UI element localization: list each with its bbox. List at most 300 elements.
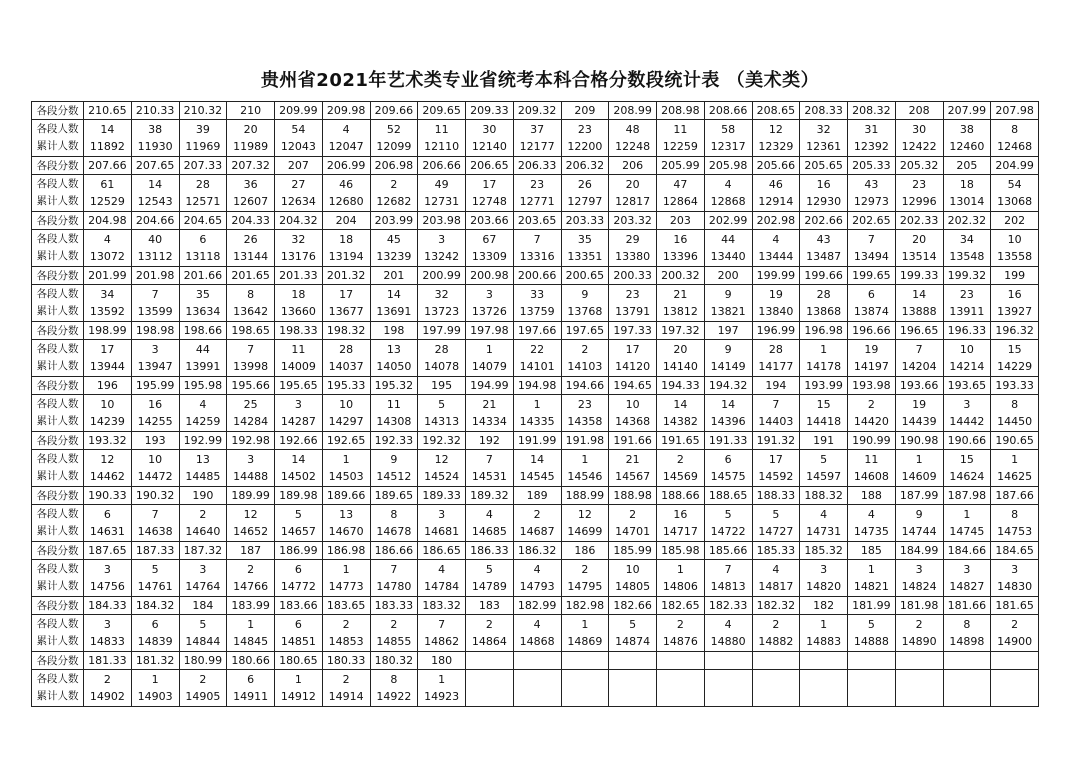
count-cell bbox=[227, 230, 275, 267]
count-cell bbox=[895, 670, 943, 707]
count-value: 19 bbox=[864, 343, 879, 356]
count-cell bbox=[513, 230, 561, 267]
count-cell bbox=[991, 670, 1039, 707]
count-cell bbox=[418, 450, 466, 487]
cumulative-value: 14488 bbox=[233, 470, 269, 483]
count-cell bbox=[275, 505, 323, 542]
cumulative-value: 13944 bbox=[89, 360, 125, 373]
cumulative-value bbox=[609, 688, 656, 705]
cumulative-value: 14037 bbox=[328, 360, 364, 373]
cumulative-value: 12731 bbox=[424, 195, 460, 208]
score-cell: 183.32 bbox=[418, 597, 466, 615]
cumulative-value: 14609 bbox=[901, 470, 937, 483]
count-value: 3 bbox=[438, 508, 446, 521]
count-value: 21 bbox=[625, 453, 640, 466]
count-value: 34 bbox=[100, 288, 115, 301]
cumulative-value: 14685 bbox=[471, 525, 507, 538]
cumulative-value: 13239 bbox=[376, 250, 412, 263]
cumulative-value: 14462 bbox=[89, 470, 125, 483]
score-cell: 191.65 bbox=[657, 432, 705, 450]
count-value: 1 bbox=[581, 618, 589, 631]
cumulative-value: 14882 bbox=[758, 635, 794, 648]
score-cell: 207.65 bbox=[131, 157, 179, 175]
score-cell: 197.33 bbox=[609, 322, 657, 340]
score-cell: 192.32 bbox=[418, 432, 466, 450]
cumulative-value: 14888 bbox=[853, 635, 889, 648]
count-cell bbox=[800, 340, 848, 377]
count-value: 28 bbox=[195, 178, 210, 191]
score-cell: 196.32 bbox=[991, 322, 1039, 340]
cumulative-label: 累计人数 bbox=[36, 470, 79, 482]
cumulative-label: 累计人数 bbox=[36, 525, 79, 537]
cumulative-value: 12460 bbox=[949, 140, 985, 153]
count-value: 1 bbox=[342, 453, 350, 466]
score-cell: 206.33 bbox=[513, 157, 561, 175]
count-value: 48 bbox=[625, 123, 640, 136]
count-value: 3 bbox=[103, 618, 111, 631]
count-value: 40 bbox=[148, 233, 163, 246]
count-value: 11 bbox=[864, 453, 879, 466]
score-cell: 185.33 bbox=[752, 542, 800, 560]
cumulative-value: 14745 bbox=[949, 525, 985, 538]
count-value: 28 bbox=[768, 343, 783, 356]
score-cell: 185.66 bbox=[704, 542, 752, 560]
score-cell: 203.99 bbox=[370, 212, 418, 230]
count-cell bbox=[131, 670, 179, 707]
count-cell bbox=[466, 285, 514, 322]
count-cell bbox=[370, 560, 418, 597]
count-cell bbox=[84, 285, 132, 322]
count-row bbox=[32, 670, 1039, 707]
count-value: 10 bbox=[148, 453, 163, 466]
count-value: 14 bbox=[530, 453, 545, 466]
count-value: 29 bbox=[625, 233, 640, 246]
count-cell bbox=[179, 285, 227, 322]
count-value: 4 bbox=[867, 508, 875, 521]
cumulative-value: 12043 bbox=[280, 140, 316, 153]
cumulative-value: 14575 bbox=[710, 470, 746, 483]
cumulative-value: 12634 bbox=[280, 195, 316, 208]
count-cell bbox=[657, 670, 705, 707]
count-cell bbox=[752, 395, 800, 432]
count-value: 4 bbox=[533, 618, 541, 631]
count-value: 16 bbox=[673, 233, 688, 246]
count-value: 37 bbox=[530, 123, 545, 136]
score-label: 各段分数 bbox=[32, 212, 84, 230]
cumulative-value: 12607 bbox=[233, 195, 269, 208]
count-value: 2 bbox=[485, 618, 493, 631]
score-cell: 188.32 bbox=[800, 487, 848, 505]
score-cell: 199.32 bbox=[943, 267, 991, 285]
count-cell bbox=[466, 615, 514, 652]
count-value: 4 bbox=[820, 508, 828, 521]
score-cell: 189.65 bbox=[370, 487, 418, 505]
count-value: 13 bbox=[195, 453, 210, 466]
count-cell bbox=[991, 285, 1039, 322]
count-value: 61 bbox=[100, 178, 115, 191]
cumulative-value: 12930 bbox=[806, 195, 842, 208]
count-cell bbox=[513, 450, 561, 487]
count-cell bbox=[370, 285, 418, 322]
score-cell: 202.98 bbox=[752, 212, 800, 230]
count-cell bbox=[991, 560, 1039, 597]
cumulative-value: 14699 bbox=[567, 525, 603, 538]
count-value: 23 bbox=[577, 398, 592, 411]
cumulative-value: 13548 bbox=[949, 250, 985, 263]
cumulative-value bbox=[800, 688, 847, 705]
cumulative-value: 14652 bbox=[233, 525, 269, 538]
score-cell: 208.32 bbox=[848, 102, 896, 120]
score-cell: 191.98 bbox=[561, 432, 609, 450]
count-value: 12 bbox=[243, 508, 258, 521]
cumulative-value: 14805 bbox=[615, 580, 651, 593]
score-cell: 207.99 bbox=[943, 102, 991, 120]
count-value: 67 bbox=[482, 233, 497, 246]
score-cell: 186.98 bbox=[322, 542, 370, 560]
cumulative-label: 累计人数 bbox=[36, 635, 79, 647]
count-cell bbox=[418, 230, 466, 267]
score-cell: 208.98 bbox=[657, 102, 705, 120]
count-value: 35 bbox=[577, 233, 592, 246]
score-cell: 202.33 bbox=[895, 212, 943, 230]
count-cell bbox=[227, 340, 275, 377]
cumulative-value: 14678 bbox=[376, 525, 412, 538]
cumulative-label: 累计人数 bbox=[36, 250, 79, 262]
count-value: 6 bbox=[151, 618, 159, 631]
count-value: 1 bbox=[294, 673, 302, 686]
count-value: 13 bbox=[339, 508, 354, 521]
cumulative-value: 12529 bbox=[89, 195, 125, 208]
count-cell bbox=[513, 560, 561, 597]
count-value: 7 bbox=[151, 508, 159, 521]
count-value: 32 bbox=[434, 288, 449, 301]
count-cell bbox=[227, 615, 275, 652]
count-cell bbox=[275, 230, 323, 267]
cumulative-value: 14795 bbox=[567, 580, 603, 593]
count-cell bbox=[895, 175, 943, 212]
count-value: 9 bbox=[915, 508, 923, 521]
count-cell bbox=[895, 615, 943, 652]
score-row bbox=[32, 322, 1039, 340]
count-value: 8 bbox=[1011, 508, 1019, 521]
score-cell: 184.65 bbox=[991, 542, 1039, 560]
cumulative-value: 14780 bbox=[376, 580, 412, 593]
cumulative-value: 14914 bbox=[328, 690, 364, 703]
cumulative-value: 13723 bbox=[424, 305, 460, 318]
score-cell: 209.33 bbox=[466, 102, 514, 120]
score-row bbox=[32, 102, 1039, 120]
score-cell: 197.98 bbox=[466, 322, 514, 340]
score-cell: 193.33 bbox=[991, 377, 1039, 395]
score-cell: 204.33 bbox=[227, 212, 275, 230]
score-cell: 205.66 bbox=[752, 157, 800, 175]
count-value: 47 bbox=[673, 178, 688, 191]
score-cell: 196.99 bbox=[752, 322, 800, 340]
count-value: 6 bbox=[294, 618, 302, 631]
cumulative-value: 14485 bbox=[185, 470, 221, 483]
score-cell: 210.32 bbox=[179, 102, 227, 120]
count-value: 26 bbox=[577, 178, 592, 191]
count-cell bbox=[322, 395, 370, 432]
count-value: 2 bbox=[103, 673, 111, 686]
cumulative-value: 12864 bbox=[662, 195, 698, 208]
score-cell: 202.66 bbox=[800, 212, 848, 230]
count-cell bbox=[370, 450, 418, 487]
cumulative-value: 14869 bbox=[567, 635, 603, 648]
count-cell bbox=[179, 120, 227, 157]
count-label-cell bbox=[32, 120, 84, 157]
count-value: 23 bbox=[625, 288, 640, 301]
count-value: 6 bbox=[199, 233, 207, 246]
cumulative-value: 13821 bbox=[710, 305, 746, 318]
score-cell: 203.33 bbox=[561, 212, 609, 230]
count-value: 5 bbox=[867, 618, 875, 631]
score-label: 各段分数 bbox=[32, 487, 84, 505]
score-cell: 190.33 bbox=[84, 487, 132, 505]
count-value: 10 bbox=[339, 398, 354, 411]
cumulative-value: 14830 bbox=[997, 580, 1033, 593]
count-cell bbox=[800, 560, 848, 597]
count-value: 14 bbox=[100, 123, 115, 136]
count-cell bbox=[991, 340, 1039, 377]
score-cell: 202.65 bbox=[848, 212, 896, 230]
cumulative-value: 14214 bbox=[949, 360, 985, 373]
score-cell: 194.32 bbox=[704, 377, 752, 395]
count-value: 15 bbox=[816, 398, 831, 411]
cumulative-value: 14079 bbox=[471, 360, 507, 373]
cumulative-value: 14911 bbox=[233, 690, 269, 703]
count-value: 22 bbox=[530, 343, 545, 356]
score-row bbox=[32, 597, 1039, 615]
count-value: 2 bbox=[199, 673, 207, 686]
score-cell: 210 bbox=[227, 102, 275, 120]
cumulative-value: 12047 bbox=[328, 140, 364, 153]
count-cell bbox=[227, 285, 275, 322]
count-value: 5 bbox=[151, 563, 159, 576]
cumulative-value: 12329 bbox=[758, 140, 794, 153]
count-value: 12 bbox=[768, 123, 783, 136]
count-label-cell bbox=[32, 670, 84, 707]
score-cell: 192.98 bbox=[227, 432, 275, 450]
cumulative-value: 13068 bbox=[997, 195, 1033, 208]
count-value: 25 bbox=[243, 398, 258, 411]
cumulative-value: 14140 bbox=[662, 360, 698, 373]
page-title: 贵州省2021年艺术类专业省统考本科合格分数段统计表 （美术类） bbox=[260, 70, 820, 91]
score-cell: 205.33 bbox=[848, 157, 896, 175]
count-value: 49 bbox=[434, 178, 449, 191]
count-cell bbox=[895, 285, 943, 322]
count-cell bbox=[848, 450, 896, 487]
count-cell bbox=[991, 230, 1039, 267]
cumulative-value: 14078 bbox=[424, 360, 460, 373]
cumulative-value: 13888 bbox=[901, 305, 937, 318]
cumulative-value: 14608 bbox=[853, 470, 889, 483]
cumulative-value: 12317 bbox=[710, 140, 746, 153]
count-value: 4 bbox=[485, 508, 493, 521]
count-value: 3 bbox=[963, 563, 971, 576]
score-cell: 181.33 bbox=[84, 652, 132, 670]
score-cell: 209 bbox=[561, 102, 609, 120]
count-value: 6 bbox=[724, 453, 732, 466]
score-cell: 207 bbox=[275, 157, 323, 175]
count-value: 1 bbox=[676, 563, 684, 576]
count-value: 1 bbox=[915, 453, 923, 466]
count-value: 54 bbox=[291, 123, 306, 136]
count-label: 各段人数 bbox=[36, 508, 79, 520]
count-value: 2 bbox=[867, 398, 875, 411]
cumulative-value: 14009 bbox=[280, 360, 316, 373]
count-value: 36 bbox=[243, 178, 258, 191]
count-value: 16 bbox=[816, 178, 831, 191]
count-cell bbox=[895, 340, 943, 377]
count-value: 7 bbox=[867, 233, 875, 246]
count-cell bbox=[752, 340, 800, 377]
score-cell: 187.33 bbox=[131, 542, 179, 560]
cumulative-value: 14403 bbox=[758, 415, 794, 428]
score-cell: 188 bbox=[848, 487, 896, 505]
count-value: 10 bbox=[959, 343, 974, 356]
count-value: 2 bbox=[247, 563, 255, 576]
count-value: 14 bbox=[386, 288, 401, 301]
score-label: 各段分数 bbox=[32, 432, 84, 450]
count-value: 11 bbox=[291, 343, 306, 356]
count-row bbox=[32, 230, 1039, 267]
count-value: 1 bbox=[867, 563, 875, 576]
count-value: 7 bbox=[533, 233, 541, 246]
score-cell: 187.66 bbox=[991, 487, 1039, 505]
count-cell bbox=[131, 340, 179, 377]
cumulative-value: 14657 bbox=[280, 525, 316, 538]
cumulative-value: 12680 bbox=[328, 195, 364, 208]
score-cell: 191.33 bbox=[704, 432, 752, 450]
cumulative-value: 14450 bbox=[997, 415, 1033, 428]
score-cell: 196.66 bbox=[848, 322, 896, 340]
count-label: 各段人数 bbox=[36, 343, 79, 355]
score-cell: 188.65 bbox=[704, 487, 752, 505]
count-cell bbox=[322, 505, 370, 542]
cumulative-value: 14844 bbox=[185, 635, 221, 648]
count-cell bbox=[561, 175, 609, 212]
count-value: 15 bbox=[1007, 343, 1022, 356]
count-value: 28 bbox=[816, 288, 831, 301]
count-value bbox=[896, 671, 943, 688]
count-cell bbox=[943, 340, 991, 377]
count-cell bbox=[84, 175, 132, 212]
score-cell: 195.32 bbox=[370, 377, 418, 395]
count-cell bbox=[609, 615, 657, 652]
count-value: 4 bbox=[103, 233, 111, 246]
count-cell bbox=[418, 560, 466, 597]
count-cell bbox=[895, 560, 943, 597]
score-cell: 201.32 bbox=[322, 267, 370, 285]
count-cell bbox=[943, 505, 991, 542]
count-value bbox=[514, 671, 561, 688]
cumulative-value: 14824 bbox=[901, 580, 937, 593]
score-cell: 192.99 bbox=[179, 432, 227, 450]
score-cell bbox=[513, 652, 561, 670]
count-cell bbox=[275, 120, 323, 157]
cumulative-value bbox=[753, 688, 800, 705]
score-cell: 194.33 bbox=[657, 377, 705, 395]
count-value: 17 bbox=[625, 343, 640, 356]
score-cell: 192.65 bbox=[322, 432, 370, 450]
count-cell bbox=[370, 120, 418, 157]
count-cell bbox=[657, 175, 705, 212]
count-cell bbox=[800, 450, 848, 487]
score-cell: 182.99 bbox=[513, 597, 561, 615]
cumulative-value: 14922 bbox=[376, 690, 412, 703]
cumulative-value: 14735 bbox=[853, 525, 889, 538]
score-cell: 193.98 bbox=[848, 377, 896, 395]
count-value: 2 bbox=[390, 618, 398, 631]
cumulative-value: 12543 bbox=[137, 195, 173, 208]
cumulative-value: 14701 bbox=[615, 525, 651, 538]
count-cell bbox=[800, 120, 848, 157]
count-value: 4 bbox=[724, 618, 732, 631]
cumulative-value: 14876 bbox=[662, 635, 698, 648]
cumulative-value: 14524 bbox=[424, 470, 460, 483]
score-cell: 180 bbox=[418, 652, 466, 670]
count-cell bbox=[179, 230, 227, 267]
count-cell bbox=[609, 340, 657, 377]
count-cell bbox=[513, 285, 561, 322]
score-cell: 203.65 bbox=[513, 212, 561, 230]
count-cell bbox=[848, 120, 896, 157]
count-value: 4 bbox=[438, 563, 446, 576]
count-value: 28 bbox=[339, 343, 354, 356]
count-value: 21 bbox=[482, 398, 497, 411]
score-cell: 185.32 bbox=[800, 542, 848, 560]
count-cell bbox=[848, 285, 896, 322]
score-cell: 206 bbox=[609, 157, 657, 175]
cumulative-value: 14631 bbox=[89, 525, 125, 538]
score-cell: 183.33 bbox=[370, 597, 418, 615]
score-cell: 192.66 bbox=[275, 432, 323, 450]
count-label-cell bbox=[32, 285, 84, 322]
count-value bbox=[991, 671, 1038, 688]
count-label: 各段人数 bbox=[36, 618, 79, 630]
score-cell: 206.99 bbox=[322, 157, 370, 175]
count-value bbox=[848, 671, 895, 688]
count-value: 3 bbox=[485, 288, 493, 301]
score-cell: 195.66 bbox=[227, 377, 275, 395]
score-cell: 183 bbox=[466, 597, 514, 615]
cumulative-value: 14772 bbox=[280, 580, 316, 593]
count-cell bbox=[179, 505, 227, 542]
count-value: 7 bbox=[151, 288, 159, 301]
count-value: 17 bbox=[768, 453, 783, 466]
count-cell bbox=[370, 175, 418, 212]
count-cell bbox=[943, 615, 991, 652]
count-label: 各段人数 bbox=[36, 563, 79, 575]
score-cell: 189.98 bbox=[275, 487, 323, 505]
count-value: 14 bbox=[912, 288, 927, 301]
score-cell: 185.99 bbox=[609, 542, 657, 560]
count-cell bbox=[84, 340, 132, 377]
count-value: 8 bbox=[1011, 123, 1019, 136]
cumulative-value: 14731 bbox=[806, 525, 842, 538]
score-cell: 195.65 bbox=[275, 377, 323, 395]
count-value: 32 bbox=[291, 233, 306, 246]
count-value: 16 bbox=[1007, 288, 1022, 301]
cumulative-value: 12914 bbox=[758, 195, 794, 208]
count-label-cell bbox=[32, 450, 84, 487]
count-cell bbox=[227, 120, 275, 157]
score-cell: 208.65 bbox=[752, 102, 800, 120]
cumulative-value: 12361 bbox=[806, 140, 842, 153]
score-cell: 204.32 bbox=[275, 212, 323, 230]
score-cell bbox=[943, 652, 991, 670]
